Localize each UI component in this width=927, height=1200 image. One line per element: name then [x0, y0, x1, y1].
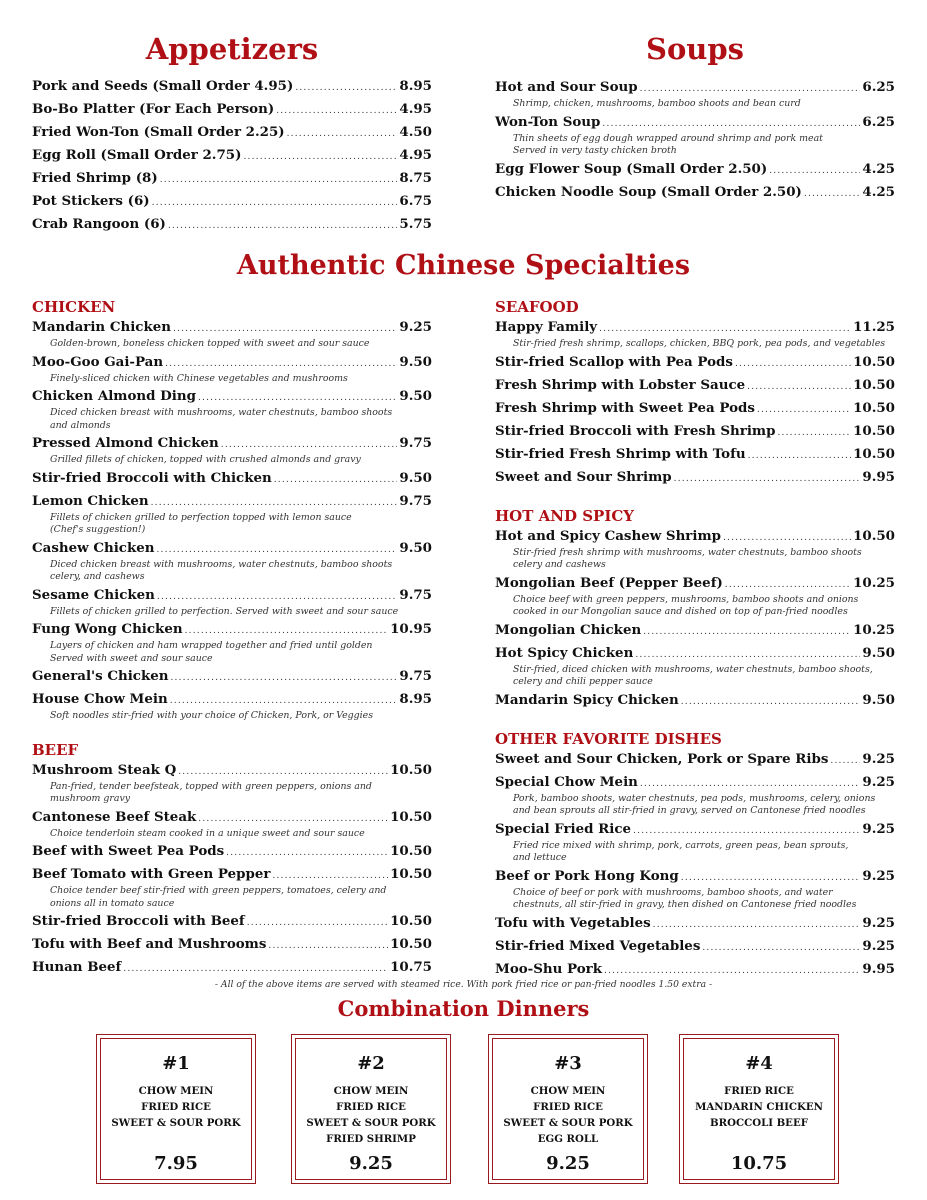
item-name: Beef or Pork Hong Kong [495, 867, 679, 884]
specialties-title: Authentic Chinese Specialties [236, 250, 691, 281]
combo-price: 10.75 [730, 1153, 788, 1174]
combo-frame [295, 1038, 447, 1180]
description-line: Diced chicken breast with mushrooms, water chestnuts, bamboo shoots [50, 558, 393, 570]
item-name: Fried Shrimp (8) [32, 170, 158, 186]
item-price: 10.75 [390, 959, 432, 975]
item-name: Chicken Noodle Soup (Small Order 2.50) [495, 183, 802, 200]
item-name: Sweet and Sour Shrimp [495, 468, 672, 485]
combo-item: CHOW MEIN [138, 1085, 214, 1097]
item-name: Mushroom Steak Q [32, 761, 177, 778]
description-line: Thin sheets of egg dough wrapped around shrimp and pork meat [513, 132, 823, 144]
section-gap [495, 713, 895, 727]
combination-title: Combination Dinners [337, 996, 590, 1021]
item-price: 10.50 [853, 399, 895, 416]
item-name: House Chow Mein [32, 691, 168, 707]
menu-item [32, 841, 432, 864]
description-line: Stir-fried, diced chicken with mushrooms, water chestnuts, bamboo shoots, [513, 663, 873, 675]
description-line: Choice of beef or pork with mushrooms, bamboo shoots, and water [513, 886, 833, 898]
menu-item [32, 491, 432, 514]
item-name: Hunan Beef [32, 959, 122, 975]
item-name: Stir-fried Broccoli with Beef [32, 913, 245, 929]
menu-item [495, 643, 895, 666]
leader-dots [602, 114, 860, 135]
description-line: Choice tender beef stir-fried with green peppers, tomatoes, celery and [50, 885, 387, 896]
combo-items [493, 1083, 643, 1153]
item-name: Fresh Shrimp with Sweet Pea Pods [495, 399, 755, 416]
menu-item [495, 819, 895, 842]
leader-dots [804, 184, 860, 205]
item-price: 9.75 [399, 492, 432, 509]
item-name: Special Fried Rice [495, 820, 632, 837]
leader-dots [287, 124, 398, 145]
menu-item [32, 352, 432, 375]
leader-dots [747, 377, 851, 398]
menu-item [32, 145, 432, 168]
item-name: Fung Wong Chicken [32, 621, 183, 637]
menu-item [32, 911, 432, 934]
item-price: 10.50 [853, 353, 895, 370]
leader-dots [157, 587, 397, 608]
menu-item [32, 99, 432, 122]
description-line: celery, and cashews [50, 571, 145, 582]
leader-dots [777, 423, 851, 444]
item-price: 9.95 [862, 468, 895, 485]
leader-dots [640, 774, 860, 795]
combo-item: MANDARIN CHICKEN [695, 1101, 823, 1113]
combo-number: #2 [357, 1053, 385, 1074]
item-name: Beef Tomato with Green Pepper [32, 866, 271, 882]
menu-item [32, 538, 432, 561]
menu-item [495, 77, 895, 100]
item-name: Sesame Chicken [32, 586, 155, 603]
combo-item: FRIED RICE [336, 1101, 406, 1113]
item-price: 8.95 [399, 78, 432, 94]
description-line: Diced chicken breast with mushrooms, water chestnuts, bamboo shoots [50, 407, 393, 418]
item-description [32, 710, 432, 723]
description-line: Served with sweet and sour sauce [50, 652, 213, 664]
combo-box [679, 1034, 839, 1184]
item-price: 9.95 [862, 960, 895, 977]
item-name: Egg Flower Soup (Small Order 2.50) [495, 160, 768, 177]
item-name: Hot Spicy Chicken [495, 644, 634, 661]
item-price: 6.25 [862, 79, 895, 95]
leader-dots [185, 621, 388, 642]
leader-dots [156, 540, 397, 561]
item-name: Lemon Chicken [32, 492, 149, 509]
item-description [32, 640, 432, 665]
description-line: onions all in tomato sauce [50, 897, 175, 909]
item-price: 4.25 [862, 160, 895, 177]
leader-dots [735, 354, 851, 375]
appetizers-title: Appetizers [145, 32, 319, 66]
item-name: Moo-Shu Pork [495, 960, 603, 977]
combo-items [684, 1083, 834, 1153]
menu-item [495, 421, 895, 444]
leader-dots [123, 959, 388, 980]
menu-item [32, 191, 432, 214]
leader-dots [769, 161, 860, 182]
item-name: Stir-fried Scallop with Pea Pods [495, 353, 733, 370]
item-description [495, 338, 895, 351]
menu-item [495, 866, 895, 889]
menu-item [32, 122, 432, 145]
leader-dots [643, 622, 851, 643]
menu-item [495, 772, 895, 795]
description-line: Golden-brown, boneless chicken topped with sweet and sour sauce [50, 338, 370, 349]
menu-item [495, 112, 895, 135]
item-price: 10.50 [390, 761, 432, 778]
combo-price: 9.25 [349, 1153, 393, 1174]
description-line: Soft noodles stir-fried with your choice of Chicken, Pork, or Veggies [50, 710, 374, 721]
item-name: Fresh Shrimp with Lobster Sauce [495, 376, 746, 393]
combo-frame [100, 1038, 252, 1180]
item-description [495, 133, 895, 158]
combo-number: #1 [162, 1053, 190, 1074]
leader-dots [274, 470, 398, 491]
leader-dots [272, 866, 388, 887]
item-name: Bo-Bo Platter (For Each Person) [32, 101, 275, 117]
menu-item [32, 957, 432, 980]
combo-item: SWEET & SOUR PORK [111, 1117, 241, 1129]
leader-dots [748, 446, 851, 467]
item-price: 6.25 [862, 113, 895, 130]
item-price: 9.25 [862, 937, 895, 954]
item-price: 9.75 [399, 668, 432, 684]
menu-item [495, 398, 895, 421]
description-line: Stir-fried fresh shrimp, scallops, chicken, BBQ pork, pea pods, and vegetables [513, 338, 886, 349]
menu-item [32, 934, 432, 957]
description-line: and bean sprouts all stir-fried in gravy, served on Cantonese fried noodles [513, 805, 866, 816]
leader-dots [165, 354, 397, 375]
item-name: Sweet and Sour Chicken, Pork or Spare Ribs [495, 750, 829, 767]
item-description [32, 885, 432, 910]
section-gap [495, 490, 895, 504]
item-name: Special Chow Mein [495, 773, 638, 790]
item-name: Pot Stickers (6) [32, 193, 150, 209]
item-name: Mandarin Spicy Chicken [495, 691, 679, 708]
leader-dots [635, 645, 860, 666]
item-price: 9.75 [399, 435, 432, 451]
leader-dots [170, 691, 398, 712]
item-name: Mandarin Chicken [32, 319, 171, 335]
menu-item [495, 467, 895, 490]
item-name: Tofu with Beef and Mushrooms [32, 936, 267, 952]
description-line: Choice tenderloin steam cooked in a unique sweet and sour sauce [50, 827, 365, 839]
combo-number: #3 [554, 1053, 582, 1074]
leader-dots [226, 843, 388, 864]
menu-item [495, 690, 895, 713]
item-name: Egg Roll (Small Order 2.75) [32, 147, 242, 163]
menu-item [495, 620, 895, 643]
item-name: Cashew Chicken [32, 539, 155, 556]
specialties-left-column [32, 295, 432, 980]
leader-dots [151, 493, 398, 514]
item-price: 10.95 [390, 621, 432, 637]
description-line: celery and cashews [513, 559, 606, 570]
appetizers-list [32, 76, 432, 237]
item-price: 9.25 [862, 820, 895, 837]
combo-items [101, 1083, 251, 1153]
item-description [32, 781, 432, 806]
menu-item [32, 864, 432, 887]
leader-dots [247, 913, 388, 934]
item-description [495, 664, 895, 689]
combo-price: 9.25 [546, 1153, 590, 1174]
leader-dots [198, 809, 388, 830]
item-name: Mongolian Beef (Pepper Beef) [495, 574, 723, 591]
menu-item [495, 573, 895, 596]
leader-dots [830, 751, 860, 772]
item-description [495, 594, 895, 619]
menu-item [32, 585, 432, 608]
leader-dots [160, 170, 398, 191]
item-price: 10.50 [853, 376, 895, 393]
item-price: 5.75 [399, 216, 432, 232]
combo-item: SWEET & SOUR PORK [306, 1117, 436, 1129]
combo-items [296, 1083, 446, 1153]
category-heading: OTHER FAVORITE DISHES [495, 729, 722, 748]
combo-item: FRIED RICE [724, 1085, 794, 1097]
leader-dots [221, 435, 398, 456]
item-name: Chicken Almond Ding [32, 388, 196, 404]
soups-title: Soups [646, 32, 744, 66]
leader-dots [681, 868, 861, 889]
combo-item: CHOW MEIN [530, 1085, 606, 1097]
item-name: Stir-fried Broccoli with Fresh Shrimp [495, 422, 776, 439]
description-line: Shrimp, chicken, mushrooms, bamboo shoots and bean curd [513, 98, 801, 109]
leader-dots [173, 319, 397, 340]
leader-dots [276, 101, 397, 122]
combo-box [96, 1034, 256, 1184]
leader-dots [178, 762, 388, 783]
combo-number: #4 [745, 1053, 773, 1074]
leader-dots [757, 400, 851, 421]
item-name: Moo-Goo Gai-Pan [32, 353, 164, 370]
leader-dots [168, 216, 398, 237]
leader-dots [674, 469, 861, 490]
item-description [32, 606, 432, 619]
combo-box [291, 1034, 451, 1184]
description-line: celery and chili pepper sauce [513, 676, 653, 687]
description-line: Layers of chicken and ham wrapped together and fried until golden [50, 640, 373, 651]
item-price: 8.95 [399, 691, 432, 707]
leader-dots [152, 193, 398, 214]
item-name: Stir-fried Broccoli with Chicken [32, 469, 272, 486]
menu-item [32, 619, 432, 642]
menu-item [32, 76, 432, 99]
combo-item: FRIED RICE [141, 1101, 211, 1113]
menu-item [495, 749, 895, 772]
item-price: 9.25 [862, 914, 895, 931]
item-name: Tofu with Vegetables [495, 914, 651, 931]
item-price: 11.25 [853, 319, 895, 335]
item-name: Crab Rangoon (6) [32, 216, 166, 232]
description-line: Finely-sliced chicken with Chinese vegetables and mushrooms [50, 372, 348, 384]
item-name: Hot and Spicy Cashew Shrimp [495, 527, 721, 544]
menu-item [495, 444, 895, 467]
item-price: 10.25 [853, 621, 895, 638]
leader-dots [633, 821, 860, 842]
item-price: 10.50 [853, 527, 895, 544]
item-price: 8.75 [399, 170, 432, 186]
description-line: Pork, bamboo shoots, water chestnuts, pea pods, mushrooms, celery, onions [513, 792, 876, 804]
combo-item: FRIED RICE [533, 1101, 603, 1113]
item-name: General's Chicken [32, 668, 169, 684]
menu-item [32, 468, 432, 491]
leader-dots [243, 147, 397, 168]
item-name: Cantonese Beef Steak [32, 808, 197, 825]
menu-item [32, 689, 432, 712]
item-price: 9.50 [862, 691, 895, 708]
menu-item [495, 352, 895, 375]
item-price: 10.50 [390, 866, 432, 882]
description-line: Grilled fillets of chicken, topped with crushed almonds and gravy [50, 454, 361, 465]
description-line: Fillets of chicken grilled to perfection topped with lemon sauce [50, 511, 352, 523]
item-price: 4.95 [399, 101, 432, 117]
leader-dots [640, 79, 861, 100]
description-line: Pan-fried, tender beefsteak, topped with green peppers, onions and [50, 780, 372, 792]
footnote: - All of the above items are served with steamed rice. With pork fried rice or pan-fried noodles 1.50 extra - [214, 979, 713, 990]
item-name: Pressed Almond Chicken [32, 435, 219, 451]
item-price: 9.75 [399, 586, 432, 603]
menu-item [32, 214, 432, 237]
item-price: 10.25 [853, 574, 895, 591]
item-name: Pork and Seeds (Small Order 4.95) [32, 78, 294, 94]
combo-item: CHOW MEIN [333, 1085, 409, 1097]
item-description [495, 840, 895, 865]
menu-item [32, 386, 432, 409]
item-description [495, 887, 895, 912]
item-price: 10.50 [390, 913, 432, 929]
description-line: Stir-fried fresh shrimp with mushrooms, water chestnuts, bamboo shoots [513, 546, 862, 558]
menu-item [495, 526, 895, 549]
category-heading: BEEF [32, 740, 79, 759]
item-name: Stir-fried Mixed Vegetables [495, 937, 701, 954]
menu-item [32, 760, 432, 783]
item-price: 10.50 [390, 843, 432, 859]
leader-dots [702, 938, 860, 959]
combo-price: 7.95 [154, 1153, 198, 1174]
combo-frame [683, 1038, 835, 1180]
item-price: 9.50 [399, 469, 432, 486]
item-price: 4.95 [399, 147, 432, 163]
leader-dots [725, 575, 851, 596]
menu-item [495, 159, 895, 182]
description-line: cooked in our Mongolian sauce and dished on top of pan-fried noodles [513, 606, 848, 617]
item-price: 9.25 [862, 773, 895, 790]
item-description [495, 793, 895, 818]
specialties-right-column [495, 295, 895, 982]
item-description [32, 512, 432, 537]
combo-frame [492, 1038, 644, 1180]
item-description [32, 559, 432, 584]
category-heading: HOT AND SPICY [495, 506, 634, 525]
item-price: 4.25 [862, 183, 895, 200]
item-price: 9.25 [862, 867, 895, 884]
item-price: 10.50 [853, 422, 895, 439]
menu-item [32, 807, 432, 830]
description-line: Fried rice mixed with shrimp, pork, carrots, green peas, bean sprouts, [513, 839, 849, 851]
combo-item: EGG ROLL [537, 1133, 599, 1145]
item-price: 10.50 [390, 936, 432, 952]
item-price: 4.50 [399, 124, 432, 140]
leader-dots [681, 692, 861, 713]
description-line: (Chef's suggestion!) [50, 524, 146, 535]
description-line: Fillets of chicken grilled to perfection. Served with sweet and sour sauce [50, 605, 399, 617]
combo-box [488, 1034, 648, 1184]
item-price: 9.50 [399, 353, 432, 370]
menu-item [32, 666, 432, 689]
item-name: Fried Won-Ton (Small Order 2.25) [32, 124, 285, 140]
item-price: 6.75 [399, 193, 432, 209]
description-line: and lettuce [513, 852, 567, 863]
menu-item [495, 936, 895, 959]
item-name: Hot and Sour Soup [495, 79, 638, 95]
item-name: Happy Family [495, 319, 598, 335]
item-description [32, 407, 432, 432]
menu-item [495, 182, 895, 205]
leader-dots [599, 319, 851, 340]
menu-item [495, 375, 895, 398]
description-line: Served in very tasty chicken broth [513, 145, 677, 156]
item-price: 10.50 [853, 445, 895, 462]
leader-dots [653, 915, 861, 936]
leader-dots [268, 936, 388, 957]
item-name: Won-Ton Soup [495, 113, 601, 130]
category-heading: SEAFOOD [495, 298, 579, 316]
description-line: chestnuts, all stir-fried in gravy, then dished on Cantonese fried noodles [513, 899, 857, 910]
item-name: Stir-fried Fresh Shrimp with Tofu [495, 445, 746, 462]
section-gap [32, 724, 432, 738]
item-price: 10.50 [390, 808, 432, 825]
item-name: Beef with Sweet Pea Pods [32, 843, 225, 859]
menu-item [495, 913, 895, 936]
combo-item: SWEET & SOUR PORK [503, 1117, 633, 1129]
menu-item [495, 317, 895, 340]
description-line: and almonds [50, 419, 111, 431]
leader-dots [171, 668, 398, 689]
item-price: 9.25 [399, 319, 432, 335]
leader-dots [723, 528, 851, 549]
description-line: Choice beef with green peppers, mushrooms, bamboo shoots and onions [513, 593, 859, 605]
leader-dots [295, 78, 397, 99]
item-price: 9.50 [399, 539, 432, 556]
soups-list [495, 77, 895, 205]
leader-dots [198, 388, 397, 409]
item-price: 9.50 [399, 388, 432, 404]
category-heading: CHICKEN [32, 298, 116, 316]
menu-item [32, 168, 432, 191]
item-price: 9.25 [862, 750, 895, 767]
combo-item: BROCCOLI BEEF [710, 1117, 808, 1129]
description-line: mushroom gravy [50, 793, 131, 804]
menu-item [32, 433, 432, 456]
combo-item: FRIED SHRIMP [326, 1133, 416, 1145]
menu-item [32, 317, 432, 340]
item-name: Mongolian Chicken [495, 621, 642, 638]
item-description [495, 547, 895, 572]
item-price: 9.50 [862, 644, 895, 661]
